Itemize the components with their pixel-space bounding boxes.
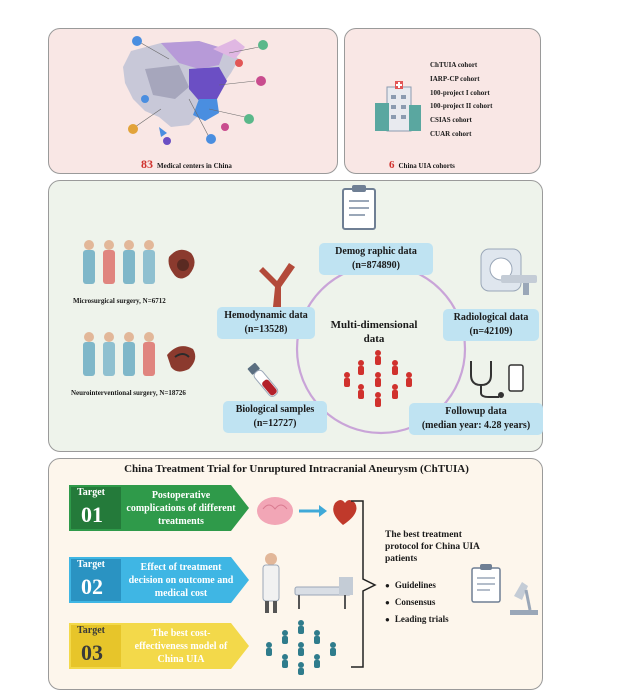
target-03-text: The best cost-effectiveness model of China UIA bbox=[134, 628, 228, 665]
hospital-marker-icon bbox=[256, 76, 266, 86]
microsurgery-label: Microsurgical surgery, N=6712 bbox=[73, 297, 166, 305]
target-03-number: 03 bbox=[81, 640, 103, 665]
microsurgery-patients-illustration bbox=[79, 239, 199, 295]
radiological-count: (n=42109) bbox=[469, 326, 513, 337]
outcomes-list bbox=[385, 577, 449, 628]
centers-caption bbox=[141, 155, 232, 173]
mri-scanner-icon bbox=[477, 245, 539, 299]
target-01-text: Postoperative complications of different treatments bbox=[126, 490, 236, 527]
hemodynamic-count: (n=13528) bbox=[244, 324, 288, 335]
hospital-marker-icon bbox=[163, 137, 171, 145]
artery-icon bbox=[253, 261, 297, 309]
target-02-arrow bbox=[69, 557, 249, 603]
aneurysm-coil-icon bbox=[167, 346, 195, 371]
target-03-word: Target bbox=[77, 625, 105, 636]
crowd-people-icon bbox=[261, 619, 341, 675]
cohorts-caption bbox=[389, 155, 455, 173]
cohorts-count: 6 bbox=[389, 159, 395, 171]
result-heading: The best treatment protocol for China UIA patients bbox=[385, 530, 480, 564]
center-title: Multi-dimensional data bbox=[330, 319, 418, 345]
cohort-item: 100-project I cohort bbox=[430, 88, 490, 97]
cohort-list bbox=[430, 59, 492, 142]
hospital-marker-icon bbox=[244, 114, 254, 124]
target-01-word: Target bbox=[77, 487, 105, 498]
medical-centers-panel bbox=[48, 28, 338, 174]
population-people-icon bbox=[339, 349, 417, 407]
target-02-number: 02 bbox=[81, 574, 103, 599]
demographic-count: (n=874890) bbox=[352, 260, 400, 271]
chtuia-trial-panel bbox=[48, 458, 543, 690]
hospital-marker-icon bbox=[141, 95, 149, 103]
biological-count: (n=12727) bbox=[253, 418, 297, 429]
cohort-item: ChTUIA cohort bbox=[430, 61, 478, 69]
outcome-item: ● Consensus bbox=[385, 594, 449, 611]
neurointerventional-label: Neurointerventional surgery, N=18726 bbox=[71, 389, 186, 397]
biological-samples-box bbox=[223, 401, 327, 433]
hospital-marker-icon bbox=[221, 123, 229, 131]
demographic-data-box bbox=[319, 243, 433, 275]
outcome-item: ● Guidelines bbox=[385, 577, 449, 594]
china-map-illustration bbox=[49, 29, 339, 175]
demographic-label: Demog raphic data bbox=[335, 246, 417, 257]
hospital-building-icon bbox=[373, 81, 423, 137]
target-01-arrow bbox=[69, 485, 249, 531]
radiological-data-box bbox=[443, 309, 539, 341]
cohorts-panel bbox=[344, 28, 541, 174]
hospital-marker-icon bbox=[258, 40, 268, 50]
hospital-marker-icon bbox=[132, 36, 142, 46]
neurointerventional-patients-illustration bbox=[79, 331, 199, 387]
target-03-arrow bbox=[69, 623, 249, 669]
biological-label: Biological samples bbox=[235, 404, 315, 415]
centers-count: 83 bbox=[141, 157, 153, 171]
target-01-number: 01 bbox=[81, 502, 103, 527]
hospital-marker-icon bbox=[235, 59, 243, 67]
trial-title: China Treatment Trial for Unruptured Intracranial Aneurysm (ChTUIA) bbox=[124, 463, 469, 475]
blood-sample-tube-icon bbox=[241, 361, 287, 401]
outcome-item: ● Leading trials bbox=[385, 611, 449, 628]
target-02-text: Effect of treatment decision on outcome and medical cost bbox=[128, 562, 234, 599]
hemodynamic-label: Hemodynamic data bbox=[224, 310, 308, 321]
followup-data-box bbox=[409, 403, 543, 435]
centers-caption-text: Medical centers in China bbox=[157, 162, 232, 170]
target-02-word: Target bbox=[77, 559, 105, 570]
clipboard-icon bbox=[341, 185, 377, 231]
cohort-item: CUAR cohort bbox=[430, 129, 472, 138]
radiological-label: Radiological data bbox=[453, 312, 529, 323]
multidimensional-data-panel bbox=[48, 180, 543, 452]
followup-count: (median year: 4.28 years) bbox=[421, 420, 531, 431]
clipboard-microscope-illustration bbox=[470, 560, 540, 630]
cohort-item: IARP-CP cohort bbox=[430, 74, 480, 83]
bracket-connector bbox=[349, 499, 379, 669]
cohort-item: 100-project II cohort bbox=[430, 102, 493, 111]
cohort-item: CSIAS cohort bbox=[430, 116, 472, 125]
aneurysm-clip-icon bbox=[169, 250, 195, 279]
stethoscope-phone-icon bbox=[465, 359, 527, 399]
cohorts-caption-text: China UIA cohorts bbox=[398, 162, 455, 170]
hemodynamic-data-box bbox=[217, 307, 315, 339]
hospital-marker-icon bbox=[206, 134, 216, 144]
followup-label: Followup data bbox=[445, 406, 507, 417]
hospital-marker-icon bbox=[128, 124, 138, 134]
